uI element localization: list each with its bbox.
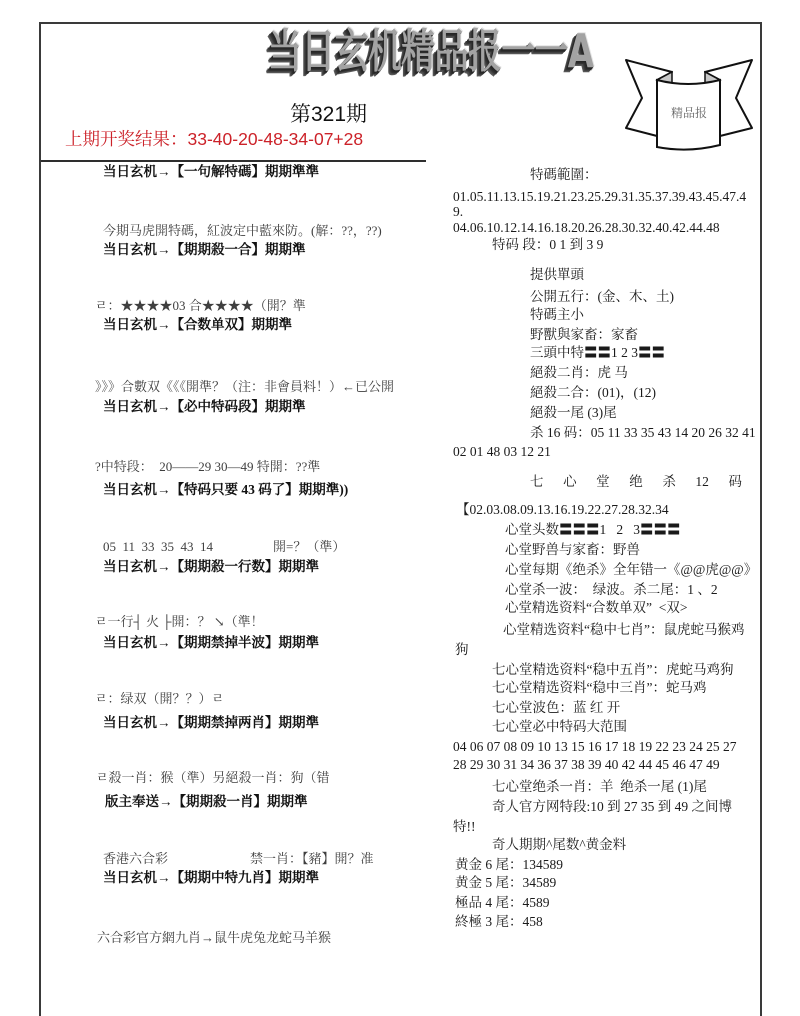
heading-token: 心	[563, 474, 577, 489]
number-line: 04 06 07 08 09 10 13 15 16 17 18 19 22 23 24 25 27	[453, 739, 737, 754]
info-line: 公開五行：(金、木、土)	[530, 289, 674, 304]
info-line: 狗	[455, 642, 469, 657]
info-line: 絕殺二合：(01)，(12)	[530, 385, 656, 400]
heading-token: 堂	[596, 474, 610, 489]
detail-line: ㄹ一行┤ 火 ├開：？ ↘（準！	[95, 614, 264, 629]
issue-number: 第321期	[290, 103, 368, 126]
heading-token: 码	[728, 474, 742, 489]
info-line: 心堂每期《绝杀》全年错一《@@虎@@》	[505, 562, 758, 577]
headline-line: 当日玄机→【一句解特碼】期期準準	[103, 164, 319, 179]
info-line: 絕殺一尾 (3)尾	[530, 405, 617, 420]
info-line: 七心堂精选资料“稳中五肖”：虎蛇马鸡狗	[492, 662, 734, 677]
info-line: 心堂头数〓〓〓1 2 3〓〓〓	[505, 522, 681, 537]
tail-number-line: 終極 3 尾：458	[455, 914, 543, 929]
last-result-numbers: 33-40-20-48-34-07+28	[187, 129, 364, 149]
info-line: 七心堂波色：蓝 红 开	[492, 700, 621, 715]
detail-line: ?中特段： 20——29 30—49 特開：??準	[95, 459, 321, 474]
heading-token: 12	[695, 474, 709, 489]
detail-line: 六合彩官方網九肖→鼠牛虎兔龙蛇马羊猴	[97, 930, 332, 945]
info-line: 心堂精选资料“合数单双” <双>	[505, 600, 688, 615]
detail-line: 》》》合數双《《《開準？（注：非會員料！）←已公開	[95, 379, 395, 394]
info-line: 心堂野兽与家畜：野兽	[505, 542, 640, 557]
number-line: 02 01 48 03 12 21	[453, 444, 551, 459]
number-line: 9.	[453, 204, 464, 219]
heading-token: 绝	[629, 474, 643, 489]
headline-line: 当日玄机→【必中特码段】期期準	[103, 399, 306, 414]
info-line: 奇人官方网特段:10 到 27 35 到 49 之间博	[492, 799, 733, 814]
tail-number-line: 黄金 5 尾：34589	[455, 875, 557, 890]
last-result-label: 上期开奖结果：	[65, 129, 188, 149]
info-line: 杀 16 码：05 11 33 35 43 14 20 26 32 41	[530, 425, 756, 440]
badge-text: 精品报	[670, 106, 707, 120]
headline-line: 当日玄机→【期期禁掉半波】期期準	[103, 635, 319, 650]
number-line: 01.05.11.13.15.19.21.23.25.29.31.35.37.39.43.45.47.4	[453, 189, 747, 204]
detail-line: ㄹ：★★★★03 合★★★★（開？準	[95, 298, 306, 313]
detail-line-suffix: 禁一肖：【豬】開？准	[250, 851, 374, 866]
headline-line: 当日玄机→【合数单双】期期準	[103, 317, 292, 332]
headline-line: 当日玄机→【期期殺一合】期期準	[103, 242, 306, 257]
page-title: 当日玄机精品报一一A	[268, 24, 594, 78]
number-line: 28 29 30 31 34 36 37 38 39 40 42 44 45 46 47 49	[453, 757, 720, 772]
headline-line: 当日玄机→【期期中特九肖】期期準	[103, 870, 319, 885]
info-line: 心堂杀一波： 绿波。杀二尾：1 、2	[505, 582, 718, 597]
info-line: 七心堂精选资料“稳中三肖”：蛇马鸡	[492, 680, 707, 695]
info-line: 絕殺二肖：虎 马	[530, 365, 628, 380]
number-line: 【02.03.08.09.13.16.19.22.27.28.32.34	[456, 502, 669, 517]
info-line: 野獸與家畜：家畜	[530, 327, 638, 342]
headline-line: 当日玄机→【特码只要 43 码了】期期準))	[103, 482, 349, 497]
section-heading-spread	[530, 473, 742, 491]
info-line: 心堂精选资料“稳中七肖”：鼠虎蛇马猴鸡	[503, 622, 745, 637]
info-line: 三頭中特〓〓1 2 3〓〓	[530, 345, 665, 360]
detail-line: ㄹ殺一肖：猴（準）另絕殺一肖：狗（错	[96, 770, 330, 785]
info-line: 七心堂必中特码大范围	[492, 719, 627, 734]
section-heading: 奇人期期^尾数^黄金料	[492, 837, 627, 852]
last-draw-result	[65, 128, 363, 150]
detail-line: 05 11 33 35 43 14	[103, 539, 214, 554]
headline-line: 当日玄机→【期期禁掉两肖】期期準	[103, 715, 319, 730]
info-line: 特碼主小	[530, 307, 584, 322]
detail-line: ㄹ：绿双（開？？）ㄹ	[95, 691, 225, 706]
number-line: 04.06.10.12.14.16.18.20.26.28.30.32.40.42.44.48	[453, 220, 720, 235]
info-line: 特码 段：0 1 到 3 9	[492, 237, 604, 252]
heading-token: 杀	[662, 474, 676, 489]
detail-line: 今期马虎開特碼，紅波定中藍來防。(解：??，??)	[103, 223, 382, 238]
detail-line: 香港六合彩	[103, 851, 169, 866]
headline-line: 当日玄机→【期期殺一行数】期期準	[103, 559, 319, 574]
heading-token: 七	[530, 474, 544, 489]
detail-line-suffix: 開=？（準）	[273, 539, 346, 554]
section-heading: 特碼範圍：	[530, 167, 598, 182]
info-line: 特!!	[453, 819, 476, 834]
tail-number-line: 黄金 6 尾：134589	[455, 857, 563, 872]
info-line: 提供單頭	[530, 267, 584, 282]
info-line: 七心堂绝杀一肖：羊 绝杀一尾 (1)尾	[492, 779, 707, 794]
tail-number-line: 極品 4 尾：4589	[455, 895, 550, 910]
headline-line: 版主奉送→【期期殺一肖】期期準	[105, 794, 308, 809]
